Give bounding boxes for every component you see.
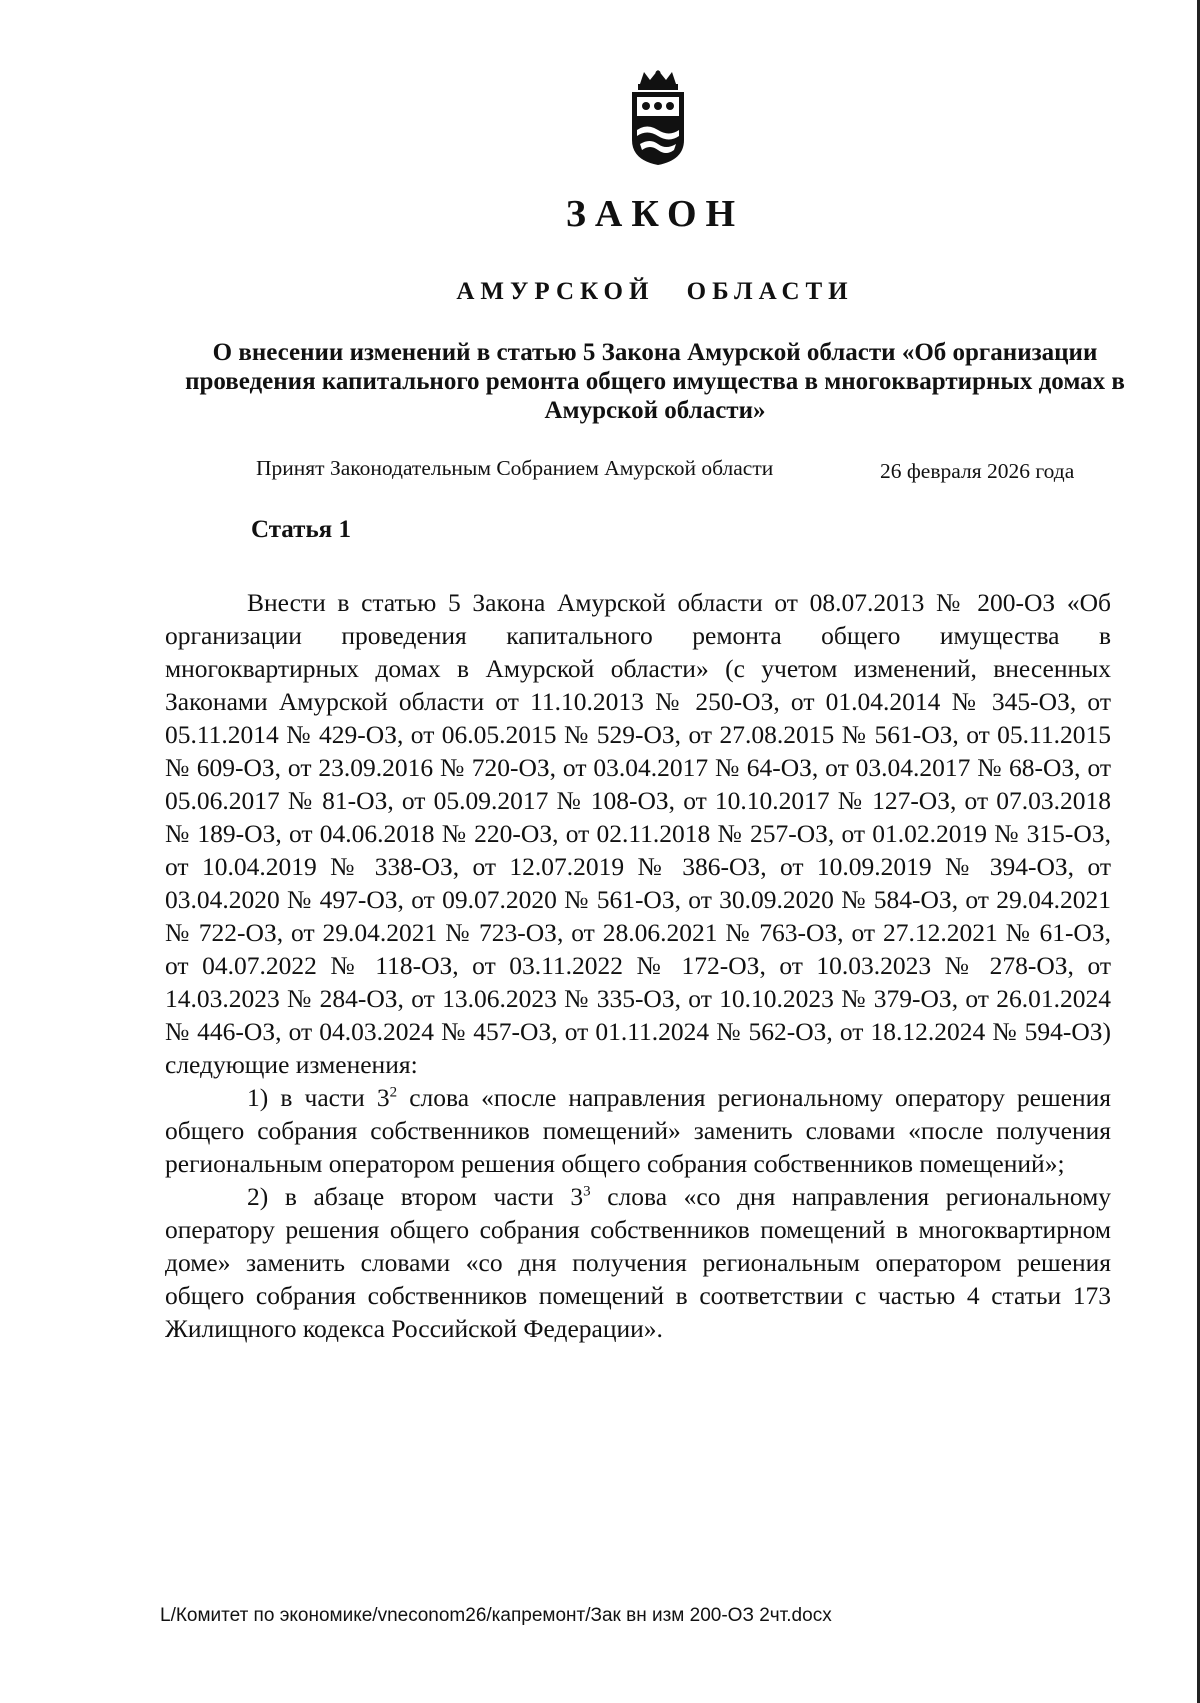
- item-1-text-before: 1) в части 3: [247, 1083, 390, 1112]
- article-body: [165, 586, 1111, 1345]
- region-title: АМУРСКОЙ ОБЛАСТИ: [456, 278, 854, 305]
- item-2-text-before: 2) в абзаце втором части 3: [247, 1182, 584, 1211]
- adoption-date: 26 февраля 2026 года: [880, 459, 1075, 483]
- article-intro: Внести в статью 5 Закона Амурской области от 08.07.2013 № 200-ОЗ «Об организации проведения капитального ремонта общего имущества в многоквартирных домах в Амурской области» (с учетом изменений, внесенных Законами Амурской области от 11.10.2013 № 250-ОЗ, от 01.04.2014 № 345-ОЗ, от 05.11.2014 № 429-ОЗ, от 06.05.2015 № 529-ОЗ, от 27.08.2015 № 561-ОЗ, от 05.11.2015 № 609-ОЗ, от 23.09.2016 № 720-ОЗ, от 03.04.2017 № 64-ОЗ, от 03.04.2017 № 68-ОЗ, от 05.06.2017 № 81-ОЗ, от 05.09.2017 № 108-ОЗ, от 10.10.2017 № 127-ОЗ, от 07.03.2018 № 189-ОЗ, от 04.06.2018 № 220-ОЗ, от 02.11.2018 № 257-ОЗ, от 01.02.2019 № 315-ОЗ, от 10.04.2019 № 338-ОЗ, от 12.07.2019 № 386-ОЗ, от 10.09.2019 № 394-ОЗ, от 03.04.2020 № 497-ОЗ, от 09.07.2020 № 561-ОЗ, от 30.09.2020 № 584-ОЗ, от 29.04.2021 № 722-ОЗ, от 29.04.2021 № 723-ОЗ, от 28.06.2021 № 763-ОЗ, от 27.12.2021 № 61-ОЗ, от 04.07.2022 № 118-ОЗ, от 03.11.2022 № 172-ОЗ, от 10.03.2023 № 278-ОЗ, от 14.03.2023 № 284-ОЗ, от 13.06.2023 № 335-ОЗ, от 10.10.2023 № 379-ОЗ, от 26.01.2024 № 446-ОЗ, от 04.03.2024 № 457-ОЗ, от 01.11.2024 № 562-ОЗ, от 18.12.2024 № 594-ОЗ) следующие изменения:: [165, 588, 1111, 1079]
- item-2-superscript: 3: [583, 1183, 591, 1200]
- item-1-text-after: слова «после направления региональному оператору решения общего собрания собственников помещений» заменить словами «после получения региональным оператором решения общего собрания собственников помещений»;: [165, 1083, 1111, 1178]
- article-item-1: [165, 1081, 1111, 1180]
- article-item-2: [165, 1180, 1111, 1345]
- article-heading: Статья 1: [251, 516, 351, 543]
- document-type: ЗАКОН: [565, 193, 745, 235]
- item-2-text-after: слова «со дня направления региональному оператору решения общего собрания собственников помещений в многоквартирном доме» заменить словами «со дня получения региональным оператором решения общего собрания собственников помещений в соответствии с частью 4 статьи 173 Жилищного кодекса Российской Федерации».: [165, 1182, 1111, 1343]
- adopted-by: Принят Законодательным Собранием Амурской области: [256, 456, 774, 480]
- footer-file-path: L/Комитет по экономике/vnеconom26/капремонт/Зак вн изм 200-ОЗ 2чт.docx: [160, 1605, 832, 1626]
- law-name: О внесении изменений в статью 5 Закона Амурской области «Об организации проведения капитального ремонта общего имущества в многоквартирных домах в Амурской области»: [185, 339, 1125, 424]
- item-1-superscript: 2: [389, 1084, 398, 1101]
- coat-of-arms-icon: [626, 70, 690, 166]
